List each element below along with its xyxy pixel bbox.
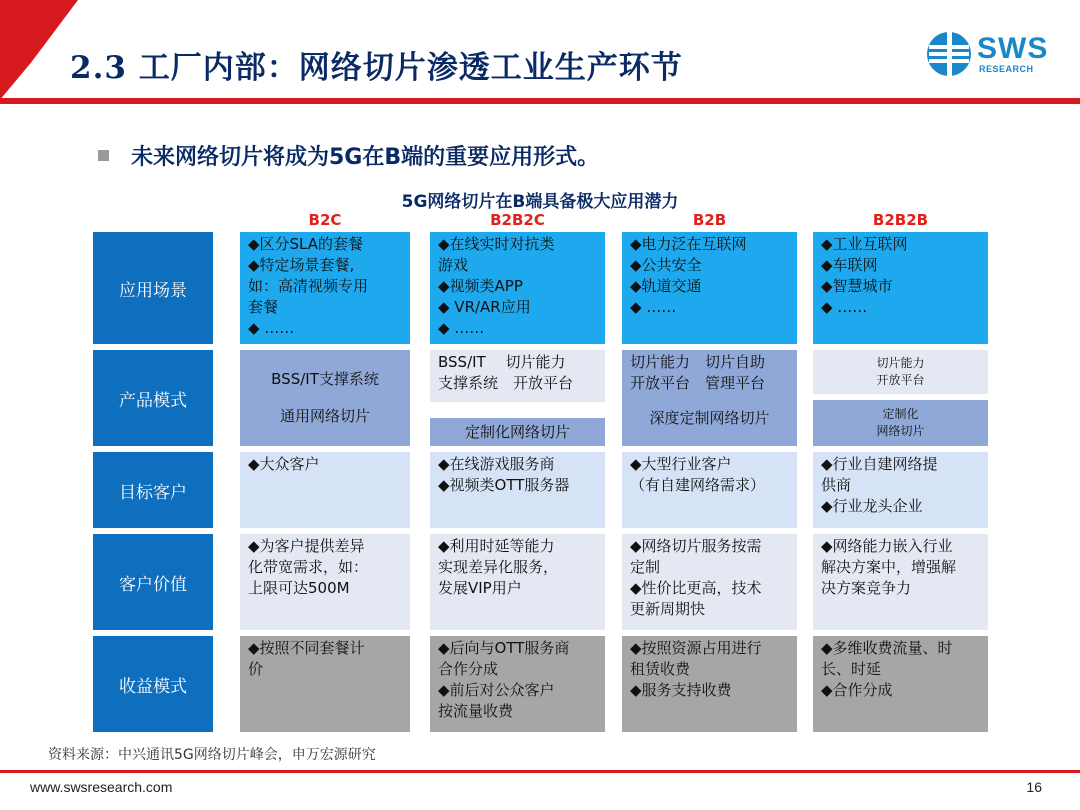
text-line: ◆服务支持收费 xyxy=(630,681,732,699)
logo-subtext: RESEARCH xyxy=(979,64,1034,74)
text-line: ◆视频类OTT服务器 xyxy=(438,476,570,494)
key-point xyxy=(98,140,599,171)
column-header-b2b2c: B2B2C xyxy=(490,211,545,229)
slide-header xyxy=(0,0,1080,108)
text-line: ◆合作分成 xyxy=(821,681,893,699)
text-line: 游戏 xyxy=(438,256,469,274)
text-line: ◆电力泛在互联网 xyxy=(630,235,747,253)
text-line: 定制化 xyxy=(882,407,919,421)
text-line: 化带宽需求，如： xyxy=(248,558,369,576)
cell-product-b2b2c-platform xyxy=(430,350,605,402)
diagram-title: 5G网络切片在B端具备极大应用潜力 xyxy=(401,192,679,212)
cell-customer-b2b xyxy=(622,452,797,528)
text-line: 切片能力 xyxy=(876,356,925,370)
cell-scenario-b2b2b xyxy=(813,232,988,344)
row-label-product: 产品模式 xyxy=(93,350,213,446)
sws-globe-icon xyxy=(925,30,973,78)
text-line: 如：高清视频专用 xyxy=(248,277,369,295)
text-line: 实现差异化服务， xyxy=(438,558,559,576)
text-line: ◆前后对公众客户 xyxy=(438,681,555,699)
cell-customer-b2b2c xyxy=(430,452,605,528)
text-line: 定制化网络切片 xyxy=(464,422,570,441)
text-line: 合作分成 xyxy=(438,660,499,678)
text-line: ◆ …… xyxy=(630,298,677,316)
text-line: ◆后向与OTT服务商 xyxy=(438,639,570,657)
text-line: ◆轨道交通 xyxy=(630,277,702,295)
cell-product-b2c xyxy=(240,350,410,446)
cell-product-b2b2b-custom xyxy=(813,400,988,446)
text-line: 通用网络切片 xyxy=(279,407,370,425)
cell-customer-b2c xyxy=(240,452,410,528)
text-line: 解决方案中，增强解 xyxy=(821,558,957,576)
column-header-b2b2b: B2B2B xyxy=(872,211,929,229)
text-line: ◆在线实时对抗类 xyxy=(438,235,555,253)
text-line: ◆公共安全 xyxy=(630,256,702,274)
cell-scenario-b2b xyxy=(622,232,797,344)
source-note: 资料来源：中兴通讯5G网络切片峰会，申万宏源研究 xyxy=(48,747,376,763)
cell-value-b2b xyxy=(622,534,797,630)
row-label-customer: 目标客户 xyxy=(93,452,213,528)
text-line: 决方案竞争力 xyxy=(821,579,912,597)
column-header-b2b: B2B xyxy=(692,211,727,229)
text-line: ◆大众客户 xyxy=(248,455,320,473)
text-line: ◆按照不同套餐计 xyxy=(248,639,365,657)
text-line: 定制 xyxy=(630,558,661,576)
text-line: ◆特定场景套餐, xyxy=(248,256,355,274)
logo-text: SWS xyxy=(977,32,1049,65)
text-line: 深度定制网络切片 xyxy=(649,409,770,427)
text-line: 更新周期快 xyxy=(630,600,706,618)
text-line: BSS/IT 切片能力 xyxy=(438,353,566,371)
text-line: 价 xyxy=(248,660,264,678)
row-label-value: 客户价值 xyxy=(93,534,213,630)
header-rule xyxy=(0,98,1080,104)
row-label-revenue: 收益模式 xyxy=(93,636,213,732)
text-line: ◆多维收费流量、时 xyxy=(821,639,953,657)
cell-customer-b2b2b xyxy=(813,452,988,528)
text-line: ◆区分SLA的套餐 xyxy=(248,235,364,253)
text-line: （有自建网络需求） xyxy=(630,476,766,494)
cell-value-b2c xyxy=(240,534,410,630)
row-label-scenario: 应用场景 xyxy=(93,232,213,344)
cell-revenue-b2b2c xyxy=(430,636,605,732)
text-line: ◆行业龙头企业 xyxy=(821,497,923,515)
cell-product-b2b xyxy=(622,350,797,446)
text-line: ◆ …… xyxy=(438,319,485,337)
page-number: 16 xyxy=(1026,779,1042,795)
text-line: ◆ …… xyxy=(821,298,868,316)
text-line: 网络切片 xyxy=(876,424,925,438)
bullet-square-icon xyxy=(98,150,109,161)
text-line: 开放平台 管理平台 xyxy=(630,374,766,392)
text-line: BSS/IT支撑系统 xyxy=(271,370,379,388)
text-line: 供商 xyxy=(821,476,852,494)
text-line: ◆在线游戏服务商 xyxy=(438,455,555,473)
text-line: ◆车联网 xyxy=(821,256,878,274)
cell-value-b2b2b xyxy=(813,534,988,630)
text-line: ◆为客户提供差异 xyxy=(248,537,365,555)
footer-rule xyxy=(0,770,1080,773)
cell-product-b2b2b-platform xyxy=(813,350,988,394)
text-line: ◆性价比更高，技术 xyxy=(630,579,762,597)
text-line: 套餐 xyxy=(248,298,279,316)
cell-value-b2b2c xyxy=(430,534,605,630)
text-line: ◆大型行业客户 xyxy=(630,455,732,473)
text-line: ◆工业互联网 xyxy=(821,235,908,253)
cell-revenue-b2b xyxy=(622,636,797,732)
cell-scenario-b2c xyxy=(240,232,410,344)
text-line: 开放平台 xyxy=(876,373,925,387)
text-line: 上限可达500M xyxy=(248,579,350,597)
text-line: ◆ VR/AR应用 xyxy=(438,298,531,316)
text-line: ◆网络切片服务按需 xyxy=(630,537,762,555)
text-line: 租赁收费 xyxy=(630,660,691,678)
company-logo xyxy=(925,30,1065,80)
text-line: ◆网络能力嵌入行业 xyxy=(821,537,953,555)
footer-website-link[interactable]: www.swsresearch.com xyxy=(30,779,173,795)
text-line: 发展VIP用户 xyxy=(438,579,522,597)
text-line: 切片能力 切片自助 xyxy=(630,353,766,371)
text-line: 按流量收费 xyxy=(438,702,514,720)
text-line: 长、时延 xyxy=(821,660,882,678)
text-line: ◆智慧城市 xyxy=(821,277,893,295)
text-line: ◆行业自建网络提 xyxy=(821,455,938,473)
key-point-text: 未来网络切片将成为5G在B端的重要应用形式。 xyxy=(131,145,600,170)
text-line: 支撑系统 开放平台 xyxy=(438,374,574,392)
cell-scenario-b2b2c xyxy=(430,232,605,344)
text-line: ◆视频类APP xyxy=(438,277,523,295)
cell-product-b2b2c-custom xyxy=(430,418,605,446)
column-header-b2c: B2C xyxy=(308,211,342,229)
text-line: ◆利用时延等能力 xyxy=(438,537,555,555)
text-line: ◆ …… xyxy=(248,319,295,337)
text-line: ◆按照资源占用进行 xyxy=(630,639,762,657)
page-title: 2.3 工厂内部：网络切片渗透工业生产环节 xyxy=(70,50,683,86)
cell-revenue-b2c xyxy=(240,636,410,732)
cell-revenue-b2b2b xyxy=(813,636,988,732)
